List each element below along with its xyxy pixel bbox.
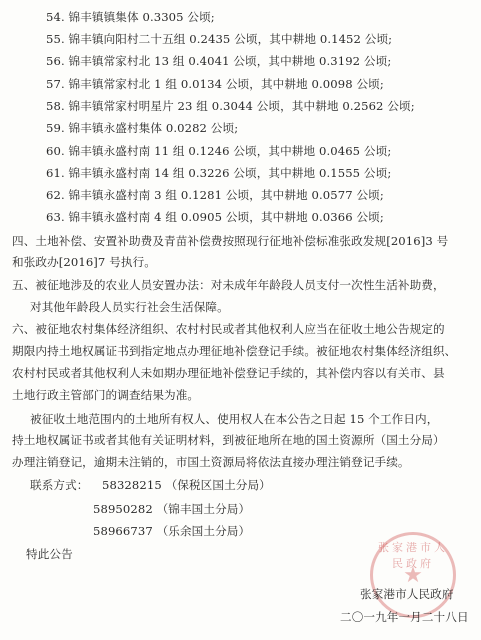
paragraph-7-line: 持土地权属证书或者其他有关证明材料，到被征地所在地的国土资源所（国土分局） [12, 433, 445, 447]
contact-number-1: 58328215 （保税区国土分局） [102, 478, 271, 492]
section-4-line: 和张政办[2016]7 号执行。 [12, 255, 156, 269]
section-6-line: 六、被征地农村集体经济组织、农村村民或者其他权利人应当在征收土地公告规定的 [12, 322, 445, 336]
official-seal [370, 532, 456, 618]
list-item: 58. 锦丰镇常家村明星片 23 组 0.3044 公顷，其中耕地 0.2562 公顷; [46, 99, 415, 113]
contact-label [30, 478, 88, 492]
seal-star-icon: ★ [403, 563, 423, 588]
list-item: 56. 锦丰镇常家村北 13 组 0.4041 公顷，其中耕地 0.3192 公顷; [46, 54, 392, 68]
list-item: 59. 锦丰镇永盛村集体 0.0282 公顷; [46, 121, 239, 135]
section-5-line: 对其他年龄段人员实行社会生活保障。 [30, 300, 229, 314]
contact-number-2: 58950282 （锦丰国土分局） [93, 502, 251, 516]
paragraph-7-line: 办理注销登记，逾期未注销的，市国土资源局将依法直接办理注销登记手续。 [12, 455, 410, 469]
section-4-line: 四、土地补偿、安置补助费及青苗补偿费按照现行征地补偿标准张政发规[2016]3 号 [12, 234, 449, 248]
seal-text: 张家港市人民政府 [378, 541, 448, 570]
issue-date: 二〇一九年一月二十八日 [340, 610, 469, 624]
section-6-line: 农村村民或者其他权利人未如期办理征地补偿登记手续的，其补偿内容以有关市、县 [12, 366, 445, 380]
section-6-line: 土地行政主管部门的调查结果为准。 [12, 388, 200, 402]
list-item: 54. 锦丰镇镇集体 0.3305 公顷; [46, 10, 215, 24]
paragraph-7-line: 被征收土地范围内的土地所有权人、使用权人在本公告之日起 15 个工作日内， [30, 412, 439, 426]
list-item: 61. 锦丰镇永盛村南 14 组 0.3226 公顷，其中耕地 0.1555 公顷; [46, 166, 392, 180]
list-item: 60. 锦丰镇永盛村南 11 组 0.1246 公顷，其中耕地 0.0465 公顷; [46, 144, 392, 158]
contact-label-text: 联系方式： [30, 478, 89, 492]
list-item: 57. 锦丰镇常家村北 1 组 0.0134 公顷，其中耕地 0.0098 公顷; [46, 77, 384, 91]
list-item: 63. 锦丰镇永盛村南 4 组 0.0905 公顷，其中耕地 0.0366 公顷; [46, 210, 384, 224]
contact-number-3: 58966737 （乐余国土分局） [93, 524, 251, 538]
issuer-name: 张家港市人民政府 [360, 587, 454, 601]
list-item: 55. 锦丰镇向阳村二十五组 0.2435 公顷，其中耕地 0.1452 公顷; [46, 32, 393, 46]
list-item: 62. 锦丰镇永盛村南 3 组 0.1281 公顷，其中耕地 0.0577 公顷; [46, 188, 384, 202]
section-6-line: 期限内持土地权属证书到指定地点办理征地补偿登记手续。被征地农村集体经济组织、 [12, 344, 457, 358]
closing-text: 特此公告 [26, 547, 73, 561]
section-5-line: 五、被征地涉及的农业人员安置办法：对未成年年龄段人员支付一次性生活补助费， [12, 278, 445, 292]
